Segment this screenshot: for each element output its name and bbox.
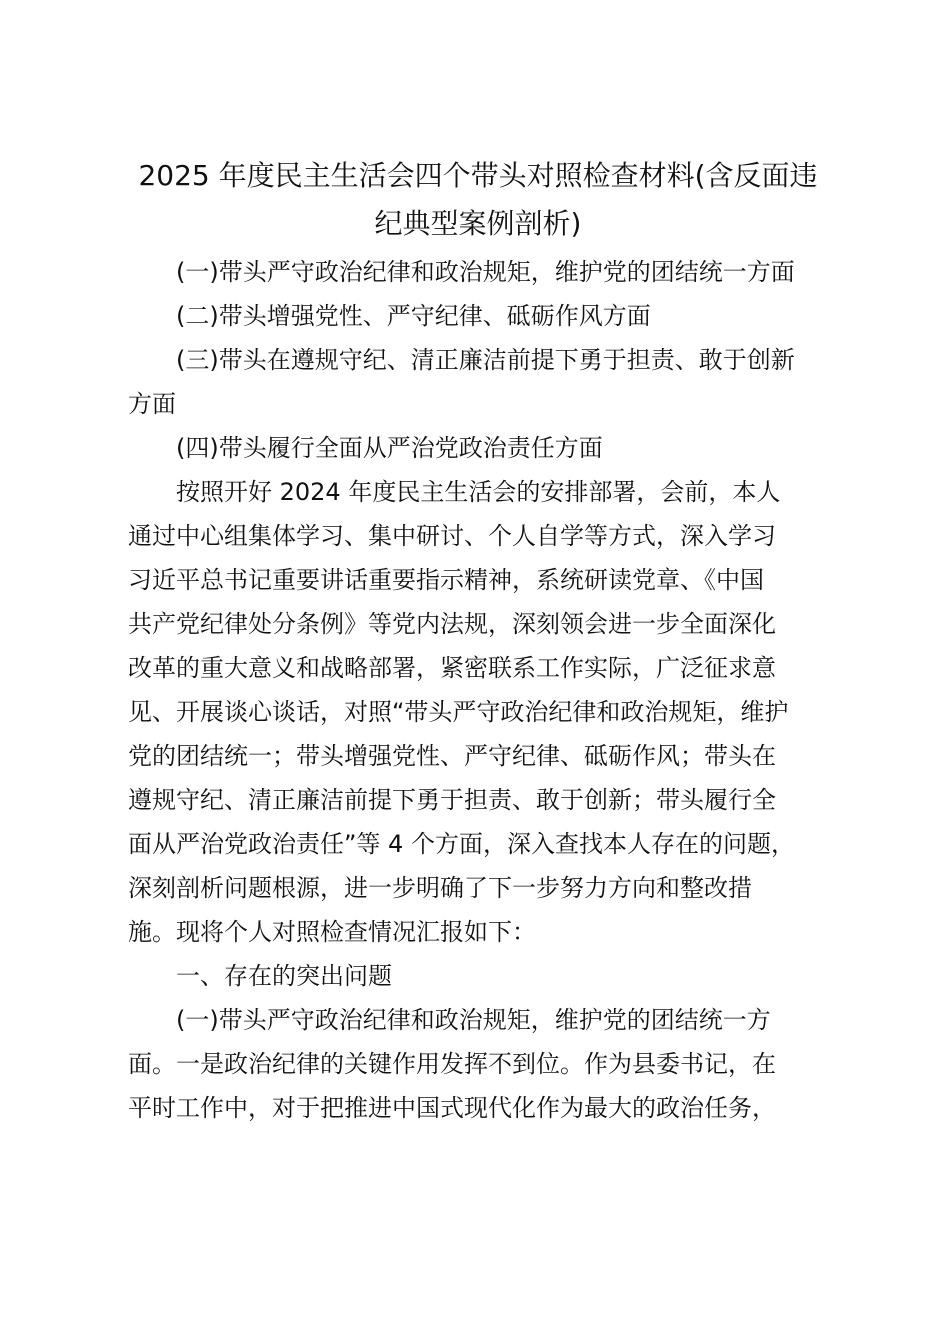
paragraph-line: (一)带头严守政治纪律和政治规矩，维护党的团结统一方 xyxy=(176,1006,771,1034)
paragraph-line: 改革的重大意义和战略部署，紧密联系工作实际，广泛征求意 xyxy=(128,654,776,682)
section-heading-4: (四)带头履行全面从严治党政治责任方面 xyxy=(176,434,603,462)
paragraph-line: 施。现将个人对照检查情况汇报如下： xyxy=(128,918,536,946)
paragraph-line: 通过中心组集体学习、集中研讨、个人自学等方式，深入学习 xyxy=(128,522,776,550)
paragraph-line: 见、开展谈心谈话，对照“带头严守政治纪律和政治规矩，维护 xyxy=(128,698,789,726)
paragraph-line: 习近平总书记重要讲话重要指示精神，系统研读党章、《中国 xyxy=(128,566,764,594)
title-line-2: 纪典型案例剖析) xyxy=(374,207,582,240)
paragraph-line: 按照开好 2024 年度民主生活会的安排部署，会前，本人 xyxy=(176,478,781,506)
paragraph-line: 面。一是政治纪律的关键作用发挥不到位。作为县委书记，在 xyxy=(128,1050,776,1078)
paragraph-line: 面从严治党政治责任”等 4 个方面，深入查找本人存在的问题， xyxy=(128,830,795,858)
section-heading-3-cont: 方面 xyxy=(128,390,176,418)
paragraph-line: 党的团结统一；带头增强党性、严守纪律、砥砺作风；带头在 xyxy=(128,742,776,770)
paragraph-line: 平时工作中，对于把推进中国式现代化作为最大的政治任务， xyxy=(128,1094,776,1122)
document-page xyxy=(128,152,828,1130)
paragraph-line: 遵规守纪、清正廉洁前提下勇于担责、敢于创新；带头履行全 xyxy=(128,786,776,814)
paragraph-line: 共产党纪律处分条例》等党内法规，深刻领会进一步全面深化 xyxy=(128,610,776,638)
document-body xyxy=(128,250,828,1130)
section-heading-1: (一)带头严守政治纪律和政治规矩，维护党的团结统一方面 xyxy=(176,258,795,286)
part-heading: 一、存在的突出问题 xyxy=(176,962,392,990)
document-title xyxy=(128,152,828,248)
paragraph-line: 深刻剖析问题根源，进一步明确了下一步努力方向和整改措 xyxy=(128,874,752,902)
section-heading-2: (二)带头增强党性、严守纪律、砥砺作风方面 xyxy=(176,302,651,330)
title-line-1: 2025 年度民主生活会四个带头对照检查材料(含反面违 xyxy=(138,159,818,192)
section-heading-3: (三)带头在遵规守纪、清正廉洁前提下勇于担责、敢于创新 xyxy=(176,346,795,374)
